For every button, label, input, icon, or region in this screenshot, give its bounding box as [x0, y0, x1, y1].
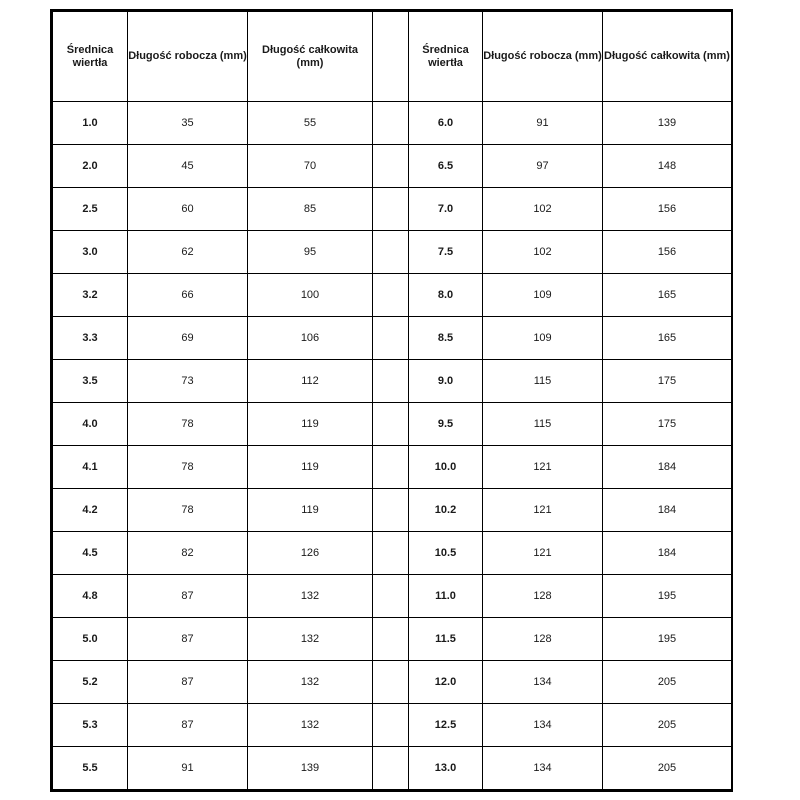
- total-length-cell: 205: [603, 747, 732, 790]
- working-length-cell: 66: [128, 274, 248, 317]
- total-length-cell: 175: [603, 360, 732, 403]
- total-length-cell: 165: [603, 317, 732, 360]
- total-length-cell: 132: [248, 704, 373, 747]
- diameter-cell: 2.0: [53, 145, 128, 188]
- total-length-cell: 95: [248, 231, 373, 274]
- total-length-cell: 132: [248, 575, 373, 618]
- working-length-cell: 102: [483, 188, 603, 231]
- table-row: [53, 231, 732, 274]
- column-gap: [373, 12, 409, 102]
- table-row: [53, 489, 732, 532]
- diameter-cell: 10.0: [409, 446, 483, 489]
- column-gap: [373, 231, 409, 274]
- table-row: [53, 446, 732, 489]
- total-length-cell: 112: [248, 360, 373, 403]
- working-length-cell: 109: [483, 274, 603, 317]
- total-length-cell: 175: [603, 403, 732, 446]
- total-length-cell: 139: [603, 102, 732, 145]
- diameter-cell: 13.0: [409, 747, 483, 790]
- column-gap: [373, 102, 409, 145]
- header-working-length-left: Długość robocza (mm): [128, 12, 248, 102]
- working-length-cell: 35: [128, 102, 248, 145]
- total-length-cell: 184: [603, 532, 732, 575]
- working-length-cell: 91: [483, 102, 603, 145]
- total-length-cell: 132: [248, 618, 373, 661]
- diameter-cell: 10.5: [409, 532, 483, 575]
- header-total-length-right: Długość całkowita (mm): [603, 12, 732, 102]
- total-length-cell: 119: [248, 446, 373, 489]
- total-length-cell: 148: [603, 145, 732, 188]
- total-length-cell: 205: [603, 661, 732, 704]
- total-length-cell: 195: [603, 575, 732, 618]
- table-row: [53, 403, 732, 446]
- table-row: [53, 102, 732, 145]
- working-length-cell: 73: [128, 360, 248, 403]
- total-length-cell: 55: [248, 102, 373, 145]
- diameter-cell: 5.0: [53, 618, 128, 661]
- total-length-cell: 165: [603, 274, 732, 317]
- working-length-cell: 97: [483, 145, 603, 188]
- table-row: [53, 618, 732, 661]
- total-length-cell: 70: [248, 145, 373, 188]
- working-length-cell: 134: [483, 704, 603, 747]
- diameter-cell: 3.3: [53, 317, 128, 360]
- table-row: [53, 145, 732, 188]
- table-row: [53, 661, 732, 704]
- diameter-cell: 8.5: [409, 317, 483, 360]
- column-gap: [373, 188, 409, 231]
- diameter-cell: 9.0: [409, 360, 483, 403]
- working-length-cell: 121: [483, 446, 603, 489]
- working-length-cell: 60: [128, 188, 248, 231]
- diameter-cell: 6.0: [409, 102, 483, 145]
- total-length-cell: 156: [603, 188, 732, 231]
- working-length-cell: 102: [483, 231, 603, 274]
- diameter-cell: 12.0: [409, 661, 483, 704]
- header-working-length-right: Długość robocza (mm): [483, 12, 603, 102]
- column-gap: [373, 575, 409, 618]
- header-diameter-left: Średnica wiertła: [53, 12, 128, 102]
- diameter-cell: 4.2: [53, 489, 128, 532]
- diameter-cell: 5.5: [53, 747, 128, 790]
- working-length-cell: 45: [128, 145, 248, 188]
- working-length-cell: 78: [128, 446, 248, 489]
- working-length-cell: 134: [483, 661, 603, 704]
- working-length-cell: 82: [128, 532, 248, 575]
- diameter-cell: 3.2: [53, 274, 128, 317]
- column-gap: [373, 446, 409, 489]
- working-length-cell: 69: [128, 317, 248, 360]
- total-length-cell: 205: [603, 704, 732, 747]
- diameter-cell: 4.0: [53, 403, 128, 446]
- working-length-cell: 78: [128, 489, 248, 532]
- table-row: [53, 704, 732, 747]
- total-length-cell: 126: [248, 532, 373, 575]
- table-row: [53, 317, 732, 360]
- diameter-cell: 4.8: [53, 575, 128, 618]
- table-row: [53, 532, 732, 575]
- working-length-cell: 134: [483, 747, 603, 790]
- diameter-cell: 3.5: [53, 360, 128, 403]
- diameter-cell: 10.2: [409, 489, 483, 532]
- diameter-cell: 11.0: [409, 575, 483, 618]
- working-length-cell: 78: [128, 403, 248, 446]
- working-length-cell: 87: [128, 618, 248, 661]
- diameter-cell: 5.3: [53, 704, 128, 747]
- drill-size-table: [52, 11, 732, 790]
- column-gap: [373, 274, 409, 317]
- table-row: [53, 747, 732, 790]
- column-gap: [373, 145, 409, 188]
- diameter-cell: 11.5: [409, 618, 483, 661]
- diameter-cell: 5.2: [53, 661, 128, 704]
- working-length-cell: 87: [128, 704, 248, 747]
- diameter-cell: 3.0: [53, 231, 128, 274]
- working-length-cell: 109: [483, 317, 603, 360]
- column-gap: [373, 489, 409, 532]
- total-length-cell: 100: [248, 274, 373, 317]
- column-gap: [373, 317, 409, 360]
- working-length-cell: 62: [128, 231, 248, 274]
- column-gap: [373, 403, 409, 446]
- working-length-cell: 115: [483, 360, 603, 403]
- column-gap: [373, 360, 409, 403]
- total-length-cell: 139: [248, 747, 373, 790]
- column-gap: [373, 661, 409, 704]
- table-row: [53, 575, 732, 618]
- working-length-cell: 128: [483, 575, 603, 618]
- working-length-cell: 128: [483, 618, 603, 661]
- column-gap: [373, 704, 409, 747]
- drill-size-sheet: [50, 9, 733, 792]
- working-length-cell: 121: [483, 532, 603, 575]
- column-gap: [373, 747, 409, 790]
- table-row: [53, 360, 732, 403]
- diameter-cell: 2.5: [53, 188, 128, 231]
- working-length-cell: 87: [128, 661, 248, 704]
- header-diameter-right: Średnica wiertła: [409, 12, 483, 102]
- table-row: [53, 274, 732, 317]
- working-length-cell: 115: [483, 403, 603, 446]
- diameter-cell: 7.5: [409, 231, 483, 274]
- column-gap: [373, 618, 409, 661]
- total-length-cell: 184: [603, 446, 732, 489]
- table-row: [53, 188, 732, 231]
- diameter-cell: 6.5: [409, 145, 483, 188]
- diameter-cell: 7.0: [409, 188, 483, 231]
- header-total-length-left: Długość całkowita (mm): [248, 12, 373, 102]
- diameter-cell: 8.0: [409, 274, 483, 317]
- diameter-cell: 12.5: [409, 704, 483, 747]
- column-gap: [373, 532, 409, 575]
- total-length-cell: 195: [603, 618, 732, 661]
- total-length-cell: 106: [248, 317, 373, 360]
- total-length-cell: 85: [248, 188, 373, 231]
- diameter-cell: 4.1: [53, 446, 128, 489]
- total-length-cell: 184: [603, 489, 732, 532]
- diameter-cell: 1.0: [53, 102, 128, 145]
- total-length-cell: 119: [248, 403, 373, 446]
- total-length-cell: 119: [248, 489, 373, 532]
- diameter-cell: 4.5: [53, 532, 128, 575]
- working-length-cell: 87: [128, 575, 248, 618]
- total-length-cell: 156: [603, 231, 732, 274]
- header-row: [53, 12, 732, 102]
- diameter-cell: 9.5: [409, 403, 483, 446]
- table-body: [53, 102, 732, 790]
- working-length-cell: 121: [483, 489, 603, 532]
- total-length-cell: 132: [248, 661, 373, 704]
- working-length-cell: 91: [128, 747, 248, 790]
